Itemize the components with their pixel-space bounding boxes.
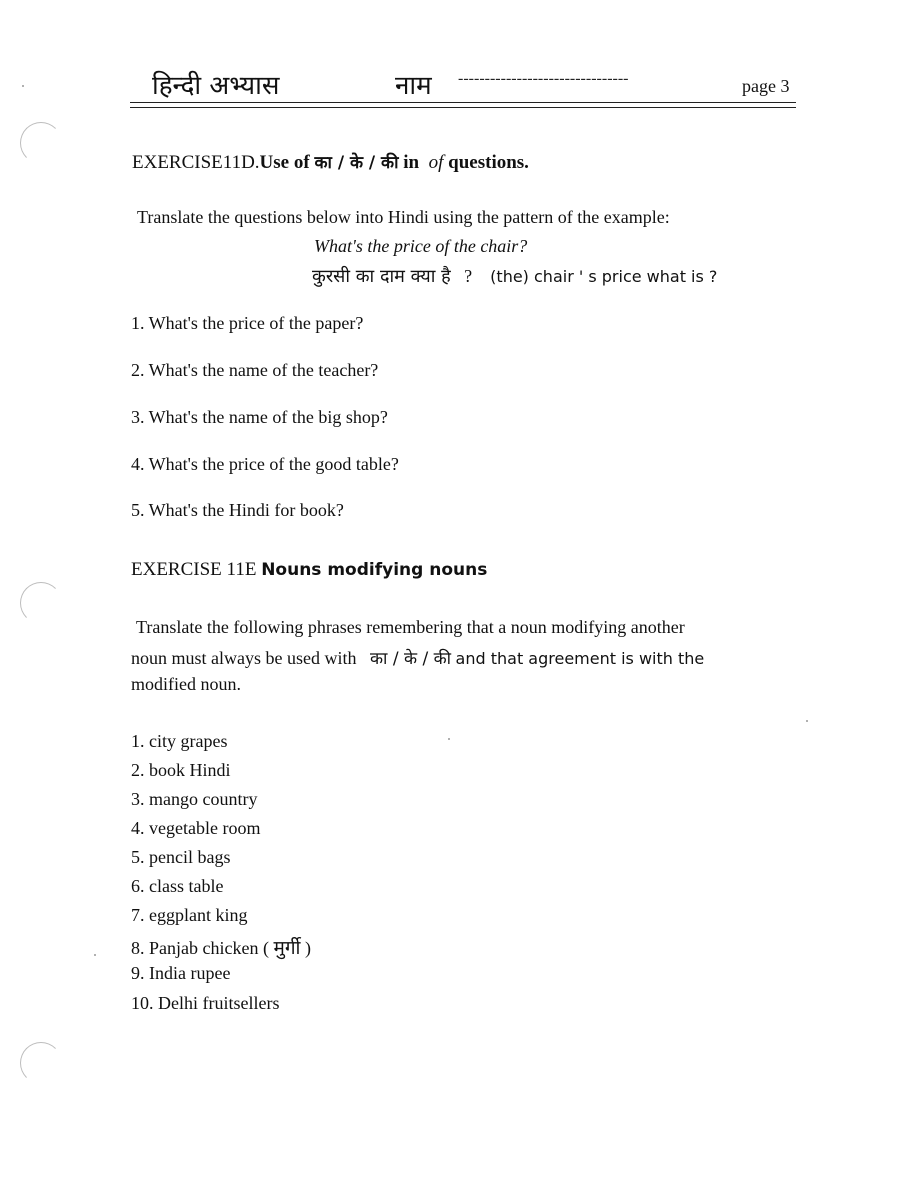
exercise-11d-heading [132,150,529,174]
scan-speck [806,720,808,722]
exercise-11e-code: EXERCISE 11E [131,559,257,580]
list-item: 6. class table [131,876,224,896]
example-hindi: कुरसी का दाम क्या है [312,266,451,287]
list-item: 7. eggplant king [131,905,248,925]
list-item: 3. mango country [131,789,258,809]
list-item: 5. pencil bags [131,847,231,867]
worksheet-title: हिन्दी अभ्यास [152,71,280,101]
list-item: 2. book Hindi [131,760,231,780]
scan-speck [94,954,96,956]
list-item: 5. What's the Hindi for book? [131,500,344,520]
exercise-11d-of: of [293,152,310,173]
hole-punch-mark [20,582,62,624]
exercise-11d-particles: का / के / की [314,153,399,173]
exercise-11e-heading [131,559,487,581]
example-english: What's the price of the chair? [314,236,528,256]
exercise-11d-questions: questions. [448,152,529,173]
header-rule-bottom [130,107,796,108]
list-item: 10. Delhi fruitsellers [131,993,280,1013]
list-item [131,934,311,960]
list-item-hindi: मुर्गी [273,937,301,959]
exercise-11e-instruction-line1: Translate the following phrases remembering that a noun modifying another [136,617,685,637]
name-label: नाम [395,71,432,101]
list-item: 9. India rupee [131,963,231,983]
exercise-11e-title: Nouns modifying nouns [261,560,488,580]
exercise-11d-code: EXERCISE11D. [132,152,260,173]
hole-punch-mark [20,122,62,164]
exercise-11d-in: in [403,152,420,173]
list-item: 1. city grapes [131,731,228,751]
list-item: 1. What's the price of the paper? [131,313,364,333]
list-item-close-paren: ) [304,938,311,958]
scan-speck [448,738,450,740]
example-question-mark: ? [464,266,473,286]
list-item: 3. What's the name of the big shop? [131,407,388,427]
exercise-11e-instruction-line3: modified noun. [131,674,241,694]
example-hindi-line [312,264,717,288]
exercise-11d-use: Use [259,152,290,173]
instruction-text-a: noun must always be used with [131,648,357,668]
list-item-text: 8. Panjab chicken ( [131,938,269,958]
page-number: page 3 [742,76,790,96]
name-blank-line: -------------------------------- [458,70,629,87]
list-item: 4. vegetable room [131,818,261,838]
list-item: 2. What's the name of the teacher? [131,360,379,380]
exercise-11d-instruction: Translate the questions below into Hindi using the pattern of the example: [137,207,670,227]
exercise-11e-instruction-line2 [131,646,704,669]
hole-punch-mark [20,1042,62,1084]
scan-speck [22,85,24,87]
exercise-11d-of-italic: of [428,152,444,173]
example-gloss: (the) chair ' s price what is ? [490,267,718,286]
instruction-particles: का / के / की [369,649,452,669]
list-item: 4. What's the price of the good table? [131,454,399,474]
header-rule-top [130,102,796,103]
instruction-text-b: and that agreement is with the [455,649,705,668]
